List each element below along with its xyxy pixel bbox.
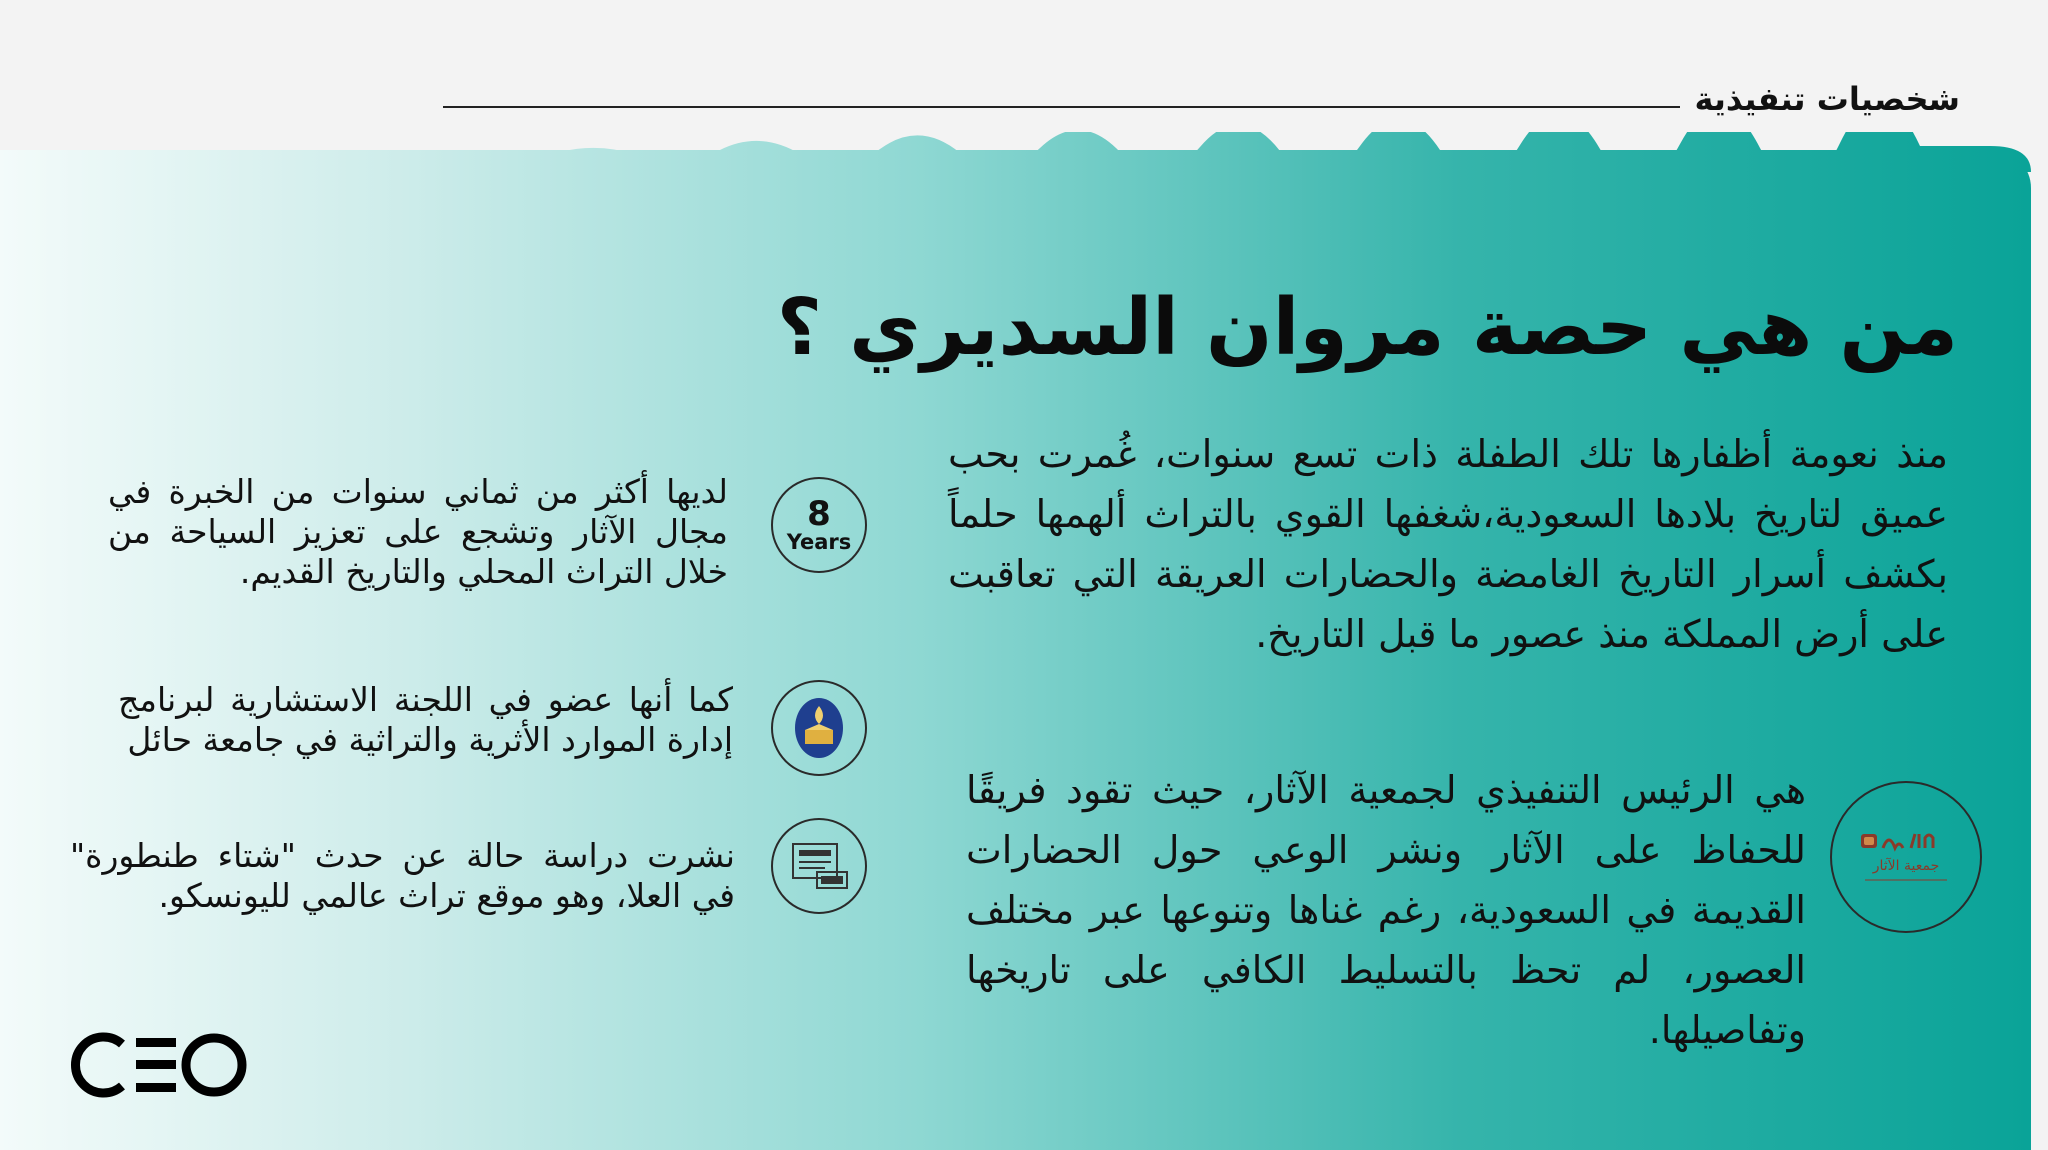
- ceo-role-paragraph: هي الرئيس التنفيذي لجمعية الآثار، حيث تقود فريقًا للحفاظ على الآثار ونشر الوعي حول الحضارات القديمة في السعودية، رغم غناها وتنوعها عبر مختلف العصور، لم تحظ بالتسليط الكافي على تاريخها وتفاصيلها.: [966, 768, 1806, 1052]
- years-badge-icon: [771, 477, 867, 573]
- header-divider: [443, 106, 1680, 108]
- antiquities-association-logo: [1830, 781, 1982, 933]
- fact-advisory-committee: كما أنها عضو في اللجنة الاستشارية لبرنامج إدارة الموارد الأثرية والتراثية في جامعة حائل: [118, 680, 733, 759]
- fact-publication: نشرت دراسة حالة عن حدث "شتاء طنطورة" في العلا، وهو موقع تراث عالمي لليونسكو.: [70, 836, 735, 915]
- main-heading: من هي حصة مروان السديري ؟: [776, 283, 1958, 373]
- ceo-brand-logo: [70, 1030, 250, 1104]
- fact-experience: لديها أكثر من ثماني سنوات من الخبرة في مجال الآثار وتشجع على تعزيز السياحة من خلال التراث المحلي والتاريخ القديم.: [108, 472, 728, 591]
- association-emblem-icon: [1851, 822, 1961, 892]
- ceo-brand-text: CEO: [70, 1030, 73, 1031]
- publication-icon: [771, 818, 867, 914]
- years-badge-number: 8: [807, 494, 831, 534]
- ceo-wordmark-icon: [70, 1030, 250, 1100]
- university-crest-icon: [791, 696, 847, 760]
- intro-paragraph: منذ نعومة أظفارها تلك الطفلة ذات تسع سنوات، غُمرت بحب عميق لتاريخ بلادها السعودية،شغفها القوي بالتراث ألهمها حلماً بكشف أسرار التاريخ الغامضة والحضارات العريقة التي تعاقبت على أرض المملكة منذ عصور ما قبل التاريخ.: [948, 432, 1948, 656]
- years-badge-label: Years: [786, 530, 852, 554]
- association-logo-text: جمعية الآثار: [1872, 858, 1940, 874]
- section-title: شخصيات تنفيذية: [1694, 80, 1960, 118]
- panel-torn-edge: [0, 132, 2031, 172]
- university-emblem-icon: [771, 680, 867, 776]
- journal-cover-icon: [787, 840, 851, 892]
